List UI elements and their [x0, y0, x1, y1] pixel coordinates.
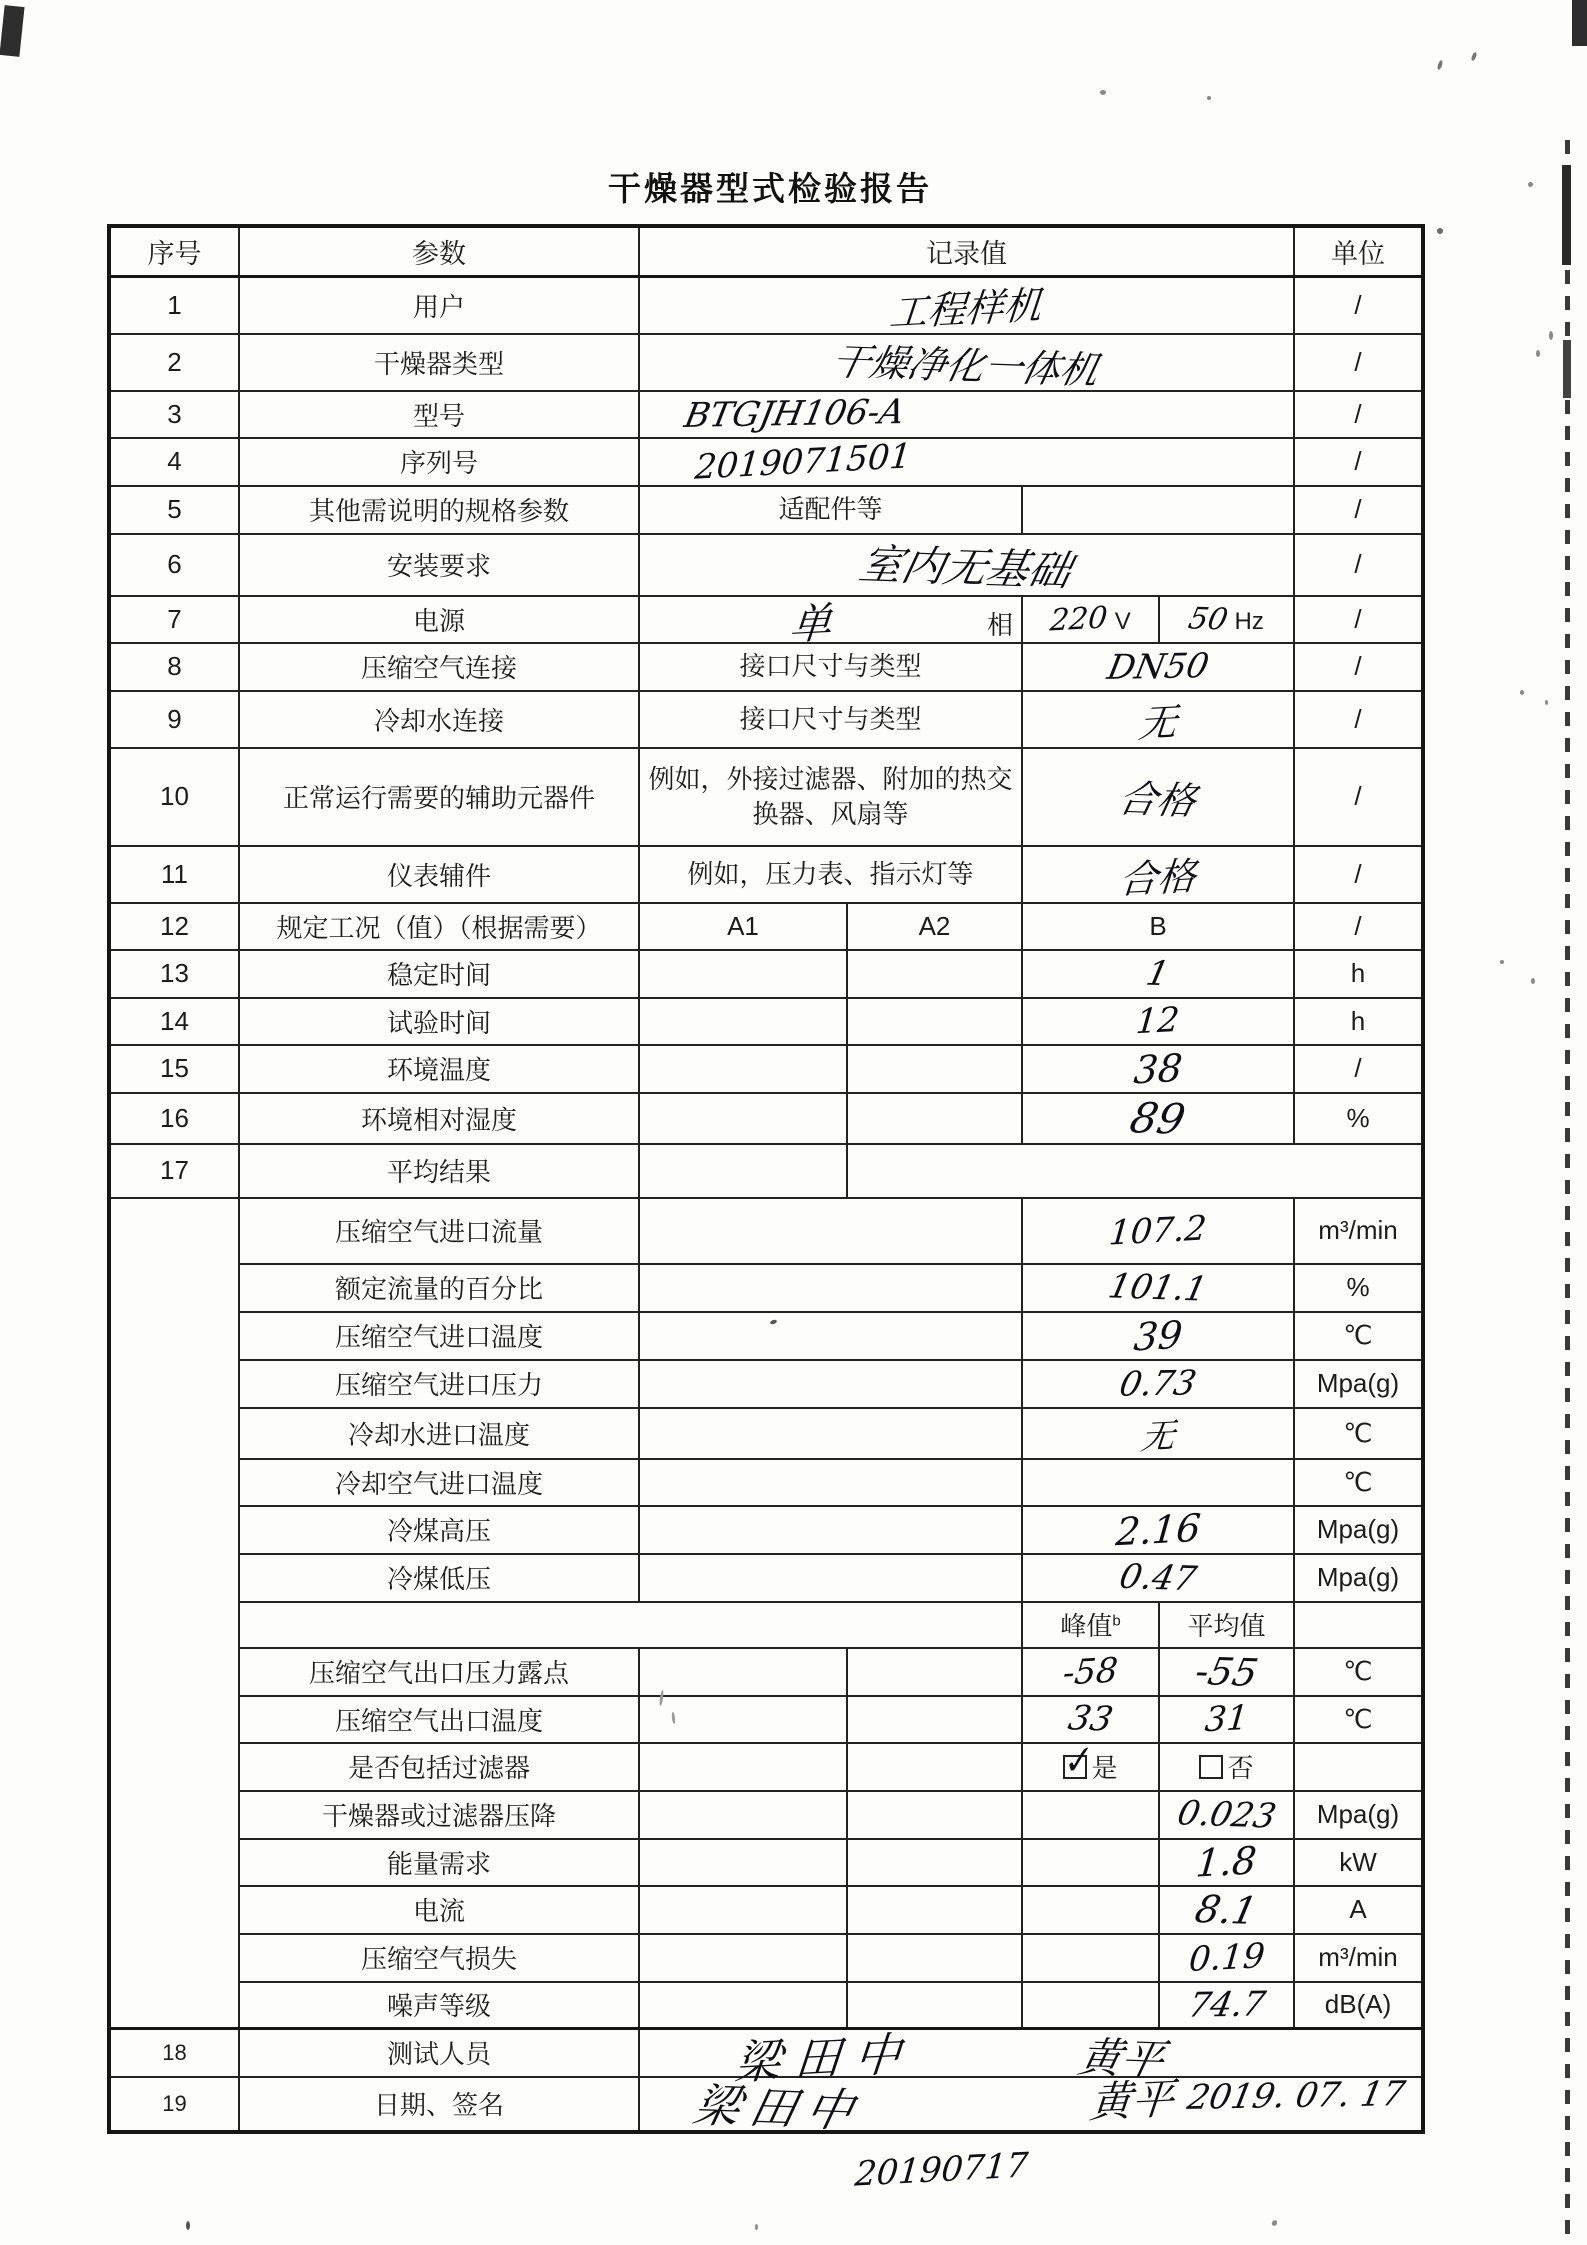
empty-cell [639, 1459, 1022, 1506]
row-unit: kW [1294, 1839, 1423, 1886]
row-unit: / [1294, 643, 1423, 691]
handwritten-date: 2019. 07. 17 [1184, 2073, 1409, 2118]
empty-cell [847, 1696, 1022, 1743]
table-row [109, 1886, 1423, 1934]
row-param: 冷却空气进口温度 [239, 1459, 639, 1506]
handwritten-value: 12 [1134, 999, 1182, 1043]
empty-cell [639, 1743, 847, 1791]
row-param: 冷煤高压 [239, 1506, 639, 1554]
empty-cell [847, 950, 1022, 998]
row-note: 接口尺寸与类型 [639, 691, 1022, 748]
table-row [109, 438, 1423, 486]
empty-cell [639, 1886, 847, 1934]
empty-cell [639, 1506, 1022, 1554]
row-unit: / [1294, 438, 1423, 486]
tester-signature: 梁田中 [732, 2026, 917, 2090]
handwritten-peak: -58 [1061, 1649, 1120, 1694]
row-param: 电源 [239, 596, 639, 643]
check-mark: ✓ [1057, 1738, 1096, 1785]
filter-no-option: 否 [1159, 1743, 1294, 1791]
row-param: 冷却水连接 [239, 691, 639, 748]
empty-cell [847, 1791, 1022, 1839]
scan-artifact [186, 2221, 190, 2230]
row-unit: Mpa(g) [1294, 1791, 1423, 1839]
table-row [109, 643, 1423, 691]
row-no: 9 [109, 691, 239, 748]
handwritten-value: 工程样机 [888, 282, 1045, 335]
table-row [109, 1506, 1423, 1554]
empty-cell [639, 1408, 1022, 1459]
row-no: 17 [109, 1144, 239, 1198]
empty-cell [639, 950, 847, 998]
empty-cell [847, 1743, 1022, 1791]
handwritten-value: DN50 [1103, 645, 1213, 688]
empty-cell [1022, 1886, 1159, 1934]
row-unit: / [1294, 534, 1423, 596]
row-unit: ℃ [1294, 1312, 1423, 1360]
row-unit: ℃ [1294, 1648, 1423, 1696]
scan-artifact [755, 2224, 758, 2230]
table-row [109, 846, 1423, 903]
handwritten-value: 39 [1131, 1312, 1185, 1359]
row-param: 干燥器类型 [239, 334, 639, 391]
handwritten-average: 0.19 [1186, 1935, 1267, 1980]
handwritten-value: 无 [1136, 699, 1179, 746]
row-unit: A [1294, 1886, 1423, 1934]
table-row [109, 391, 1423, 438]
row-unit: h [1294, 998, 1423, 1045]
row-no: 19 [109, 2077, 239, 2132]
header-param: 参数 [239, 226, 639, 276]
table-row [109, 2077, 1423, 2132]
row-param: 噪声等级 [239, 1982, 639, 2029]
empty-cell [1022, 1934, 1159, 1982]
row-no: 1 [109, 276, 239, 334]
page-title: 干燥器型式检验报告 [608, 170, 932, 207]
row-no: 14 [109, 998, 239, 1045]
empty-cell [639, 1144, 847, 1198]
empty-cell [1294, 1743, 1423, 1791]
table-row [109, 691, 1423, 748]
handwritten-value: 无 [1138, 1415, 1177, 1458]
empty-cell [1022, 1791, 1159, 1839]
row-param: 其他需说明的规格参数 [239, 486, 639, 534]
scan-artifact [1549, 331, 1553, 340]
empty-cell [639, 1198, 1022, 1264]
scan-artifact [1500, 960, 1504, 964]
table-row [109, 1648, 1423, 1696]
empty-cell [639, 1264, 1022, 1312]
empty-cell [847, 1648, 1022, 1696]
row-no: 5 [109, 486, 239, 534]
table-row [109, 1839, 1423, 1886]
row-no: 11 [109, 846, 239, 903]
table-row [109, 1312, 1423, 1360]
row-unit: % [1294, 1264, 1423, 1312]
phase-label: 相 [986, 609, 1013, 640]
row-param: 是否包括过滤器 [239, 1743, 639, 1791]
row-param: 压缩空气进口流量 [239, 1198, 639, 1264]
header-value: 记录值 [639, 226, 1294, 276]
row-param: 环境温度 [239, 1045, 639, 1093]
row-param: 试验时间 [239, 998, 639, 1045]
row-no: 8 [109, 643, 239, 691]
scan-artifact [1565, 140, 1570, 2245]
condition-b: B [1022, 903, 1294, 950]
row-param: 环境相对湿度 [239, 1093, 639, 1144]
row-param: 日期、签名 [239, 2077, 639, 2132]
empty-no-column [109, 1198, 239, 2029]
table-row [109, 534, 1423, 596]
handwritten-average: 31 [1203, 1697, 1250, 1741]
row-no: 16 [109, 1093, 239, 1144]
row-param: 能量需求 [239, 1839, 639, 1886]
handwritten-value: 合格 [1117, 853, 1198, 902]
row-param: 测试人员 [239, 2029, 639, 2077]
row-param: 干燥器或过滤器压降 [239, 1791, 639, 1839]
row-no: 12 [109, 903, 239, 950]
table-row [109, 486, 1423, 534]
table-row [109, 334, 1423, 391]
row-unit: h [1294, 950, 1423, 998]
row-unit: % [1294, 1093, 1423, 1144]
scan-artifact [1470, 52, 1477, 62]
empty-cell [239, 1602, 1022, 1648]
scan-artifact [1437, 60, 1444, 71]
table-row [109, 748, 1423, 846]
date-signature: 黄平 [1087, 2073, 1176, 2127]
row-no: 15 [109, 1045, 239, 1093]
empty-cell [847, 1093, 1022, 1144]
handwritten-value: BTGJH106-A [681, 392, 908, 436]
empty-cell [639, 1554, 1022, 1602]
date-signature: 梁田中 [688, 2077, 869, 2138]
row-param: 型号 [239, 391, 639, 438]
empty-cell [847, 1839, 1022, 1886]
scan-artifact [1207, 96, 1211, 100]
row-unit: / [1294, 334, 1423, 391]
row-unit: ℃ [1294, 1459, 1423, 1506]
handwritten-average: 8.1 [1191, 1886, 1262, 1933]
row-no: 4 [109, 438, 239, 486]
scan-artifact [0, 5, 25, 57]
table-header-row [109, 226, 1423, 276]
scan-artifact [1572, 0, 1587, 46]
row-param: 仪表辅件 [239, 846, 639, 903]
empty-cell [639, 1648, 847, 1696]
row-param: 冷却水进口温度 [239, 1408, 639, 1459]
row-param: 额定流量的百分比 [239, 1264, 639, 1312]
table-row [109, 1696, 1423, 1743]
table-row [109, 2029, 1423, 2077]
handwritten-value: 室内无基础 [855, 538, 1077, 595]
handwritten-average: 1.8 [1194, 1838, 1259, 1886]
row-no: 3 [109, 391, 239, 438]
empty-cell [639, 998, 847, 1045]
row-unit: / [1294, 1045, 1423, 1093]
row-unit: ℃ [1294, 1408, 1423, 1459]
scan-artifact [1528, 182, 1533, 187]
scan-artifact [1563, 340, 1571, 398]
row-unit: Mpa(g) [1294, 1554, 1423, 1602]
handwritten-average: -55 [1191, 1648, 1262, 1695]
handwritten-phase: 单 [787, 597, 834, 649]
empty-cell [1294, 1602, 1423, 1648]
row-param: 用户 [239, 276, 639, 334]
row-no: 7 [109, 596, 239, 643]
scan-artifact [1437, 228, 1443, 234]
tester-signature: 黄平 [1074, 2032, 1169, 2085]
table-row [109, 1360, 1423, 1408]
row-note: 例如，外接过滤器、附加的热交换器、风扇等 [639, 748, 1022, 846]
table-row [109, 1554, 1423, 1602]
handwritten-voltage: 220 [1048, 599, 1110, 639]
table-row [109, 1198, 1423, 1264]
row-unit: / [1294, 596, 1423, 643]
scan-artifact [1536, 350, 1540, 357]
table-row [109, 1045, 1423, 1093]
empty-cell [639, 1045, 847, 1093]
row-no: 6 [109, 534, 239, 596]
empty-cell [639, 1093, 847, 1144]
table-row [109, 950, 1423, 998]
table-row [109, 998, 1423, 1045]
empty-cell [847, 1934, 1022, 1982]
row-param: 压缩空气进口温度 [239, 1312, 639, 1360]
row-unit: m³/min [1294, 1198, 1423, 1264]
row-param: 正常运行需要的辅助元器件 [239, 748, 639, 846]
row-param: 规定工况（值）（根据需要） [239, 903, 639, 950]
row-param: 压缩空气损失 [239, 1934, 639, 1982]
handwritten-value: 101.1 [1105, 1265, 1211, 1310]
scan-artifact [1545, 700, 1548, 705]
row-unit: / [1294, 391, 1423, 438]
handwritten-value: 107.2 [1107, 1207, 1209, 1254]
empty-cell [639, 1934, 847, 1982]
condition-a2: A2 [847, 903, 1022, 950]
row-unit: / [1294, 276, 1423, 334]
empty-cell [1022, 1982, 1159, 2029]
row-no: 2 [109, 334, 239, 391]
table-row [109, 1743, 1423, 1791]
empty-cell [847, 1886, 1022, 1934]
handwritten-value: 2019071501 [693, 435, 913, 488]
empty-cell [1022, 1839, 1159, 1886]
scan-artifact [1100, 90, 1106, 95]
empty-cell [639, 1696, 847, 1743]
handwritten-frequency: 50 [1185, 600, 1231, 638]
table-row [109, 1408, 1423, 1459]
row-note: 例如，压力表、指示灯等 [639, 846, 1022, 903]
scan-artifact [1562, 165, 1571, 265]
table-row [109, 903, 1423, 950]
row-unit: / [1294, 903, 1423, 950]
peak-average-header-row [109, 1602, 1423, 1648]
handwritten-date: 20190717 [853, 2144, 1030, 2195]
inspection-report-table [107, 224, 1425, 2195]
filter-yes-option: ✓ 是 [1022, 1743, 1159, 1791]
handwritten-value: 0.73 [1116, 1362, 1200, 1405]
table-row [109, 1982, 1423, 2029]
row-param: 压缩空气进口压力 [239, 1360, 639, 1408]
empty-cell [639, 1791, 847, 1839]
empty-cell [1022, 486, 1294, 534]
empty-cell [847, 1045, 1022, 1093]
row-unit: / [1294, 486, 1423, 534]
handwritten-value: 2.16 [1113, 1505, 1203, 1554]
checkbox-yes [1057, 1738, 1096, 1785]
scan-artifact [1531, 978, 1535, 984]
row-no: 13 [109, 950, 239, 998]
row-no: 10 [109, 748, 239, 846]
row-param: 序列号 [239, 438, 639, 486]
handwritten-peak: 33 [1064, 1698, 1117, 1740]
row-param: 压缩空气出口压力露点 [239, 1648, 639, 1696]
row-param: 电流 [239, 1886, 639, 1934]
row-param: 稳定时间 [239, 950, 639, 998]
row-unit: / [1294, 691, 1423, 748]
empty-cell [847, 998, 1022, 1045]
table-row [109, 1791, 1423, 1839]
scan-artifact [1520, 690, 1524, 695]
header-unit: 单位 [1294, 226, 1423, 276]
handwritten-value: 0.47 [1115, 1556, 1201, 1599]
handwritten-average: 0.023 [1173, 1792, 1280, 1837]
row-unit: Mpa(g) [1294, 1360, 1423, 1408]
voltage-unit-label: V [1114, 607, 1131, 635]
handwritten-value: 1 [1142, 953, 1174, 994]
row-param: 压缩空气出口温度 [239, 1696, 639, 1743]
handwritten-average: 74.7 [1184, 1984, 1269, 2026]
row-param: 安装要求 [239, 534, 639, 596]
table-row [109, 276, 1423, 334]
empty-cell [639, 1312, 1022, 1360]
handwritten-value: 38 [1131, 1045, 1185, 1092]
row-unit: Mpa(g) [1294, 1506, 1423, 1554]
handwritten-value: 合格 [1114, 776, 1200, 824]
table-row [109, 1144, 1423, 1198]
table-row [109, 596, 1423, 643]
empty-cell [847, 1144, 1423, 1198]
peak-header: 峰值$^b$ [1022, 1602, 1159, 1648]
row-no: 18 [109, 2029, 239, 2077]
empty-cell [639, 1360, 1022, 1408]
handwritten-value: 89 [1126, 1092, 1190, 1144]
table-row [109, 1459, 1423, 1506]
row-unit: / [1294, 846, 1423, 903]
table-row [109, 1264, 1423, 1312]
row-unit: / [1294, 748, 1423, 846]
frequency-unit-label: Hz [1234, 607, 1264, 635]
row-note: 接口尺寸与类型 [639, 643, 1022, 691]
row-param: 压缩空气连接 [239, 643, 639, 691]
scan-artifact [1271, 2219, 1278, 2227]
header-no: 序号 [109, 226, 239, 276]
checkbox-no [1199, 1755, 1223, 1779]
row-note: 适配件等 [639, 486, 1022, 534]
row-param: 平均结果 [239, 1144, 639, 1198]
table-row [109, 1934, 1423, 1982]
handwritten-value: 干燥净化一体机 [828, 338, 1104, 392]
row-unit: ℃ [1294, 1696, 1423, 1743]
row-unit: dB(A) [1294, 1982, 1423, 2029]
average-header: 平均值 [1159, 1602, 1294, 1648]
condition-a1: A1 [639, 903, 847, 950]
empty-cell [639, 1839, 847, 1886]
table-row [109, 1093, 1423, 1144]
row-param: 冷煤低压 [239, 1554, 639, 1602]
row-unit: m³/min [1294, 1934, 1423, 1982]
